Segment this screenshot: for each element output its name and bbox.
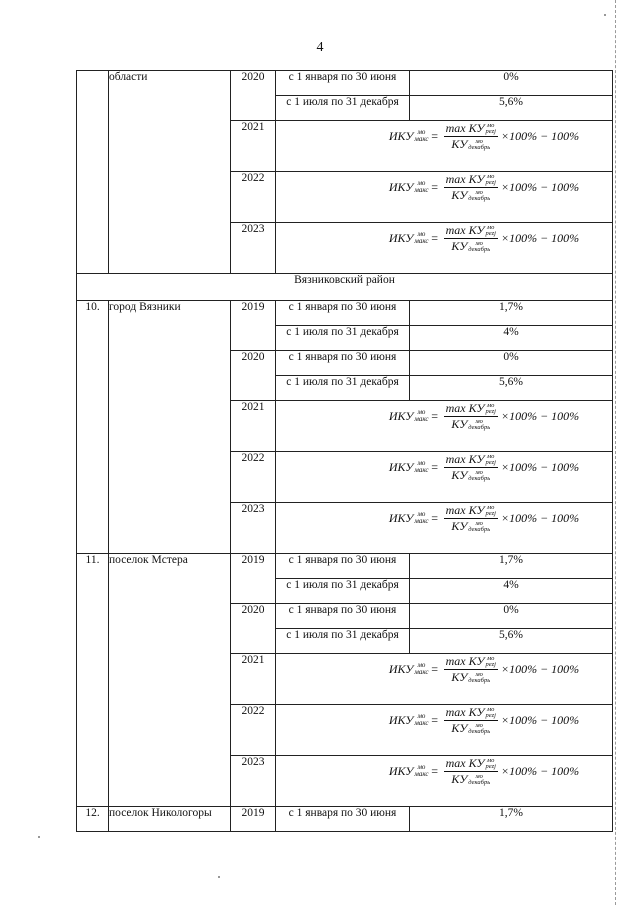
period-cell: с 1 января по 30 июня <box>276 604 410 629</box>
scan-speck <box>218 876 220 878</box>
value-cell: 1,7% <box>410 807 613 832</box>
year-cell: 2019 <box>231 554 276 604</box>
year-cell: 2021 <box>231 401 276 452</box>
period-cell: с 1 января по 30 июня <box>276 351 410 376</box>
value-cell: 5,6% <box>410 376 613 401</box>
year-cell: 2023 <box>231 503 276 554</box>
territory-name: поселок Никологоры <box>109 807 231 832</box>
formula-cell <box>276 503 613 554</box>
period-cell: с 1 июля по 31 декабря <box>276 376 410 401</box>
year-cell: 2021 <box>231 654 276 705</box>
value-cell: 5,6% <box>410 96 613 121</box>
table-row <box>77 71 613 96</box>
period-cell: с 1 июля по 31 декабря <box>276 326 410 351</box>
formula-cell <box>276 223 613 274</box>
year-cell: 2021 <box>231 121 276 172</box>
year-cell: 2020 <box>231 351 276 401</box>
formula-cell <box>276 756 613 807</box>
formula-cell <box>276 172 613 223</box>
formula: ИКУ мо макс = max КУ мо pezj КУ мо декабрь ×100% − 100% <box>388 452 580 482</box>
formula-cell <box>276 121 613 172</box>
territory-name: области <box>109 71 231 274</box>
value-cell: 4% <box>410 579 613 604</box>
table-row <box>77 301 613 326</box>
year-cell: 2020 <box>231 71 276 121</box>
formula: ИКУ мо макс = max КУ мо pezj КУ мо декабрь ×100% − 100% <box>388 172 580 202</box>
formula: ИКУ мо макс = max КУ мо pezj КУ мо декабрь ×100% − 100% <box>388 503 580 533</box>
territory-name: поселок Мстера <box>109 554 231 807</box>
period-cell: с 1 июля по 31 декабря <box>276 579 410 604</box>
territory-name: город Вязники <box>109 301 231 554</box>
formula: ИКУ мо макс = max КУ мо pezj КУ мо декабрь ×100% − 100% <box>388 705 580 735</box>
value-cell: 4% <box>410 326 613 351</box>
formula-cell <box>276 452 613 503</box>
scan-speck <box>38 836 40 838</box>
year-cell: 2023 <box>231 756 276 807</box>
row-number: 10. <box>77 301 109 554</box>
page-number: 4 <box>316 40 324 55</box>
year-cell: 2019 <box>231 301 276 351</box>
year-cell: 2019 <box>231 807 276 832</box>
period-cell: с 1 января по 30 июня <box>276 807 410 832</box>
period-cell: с 1 января по 30 июня <box>276 71 410 96</box>
formula: ИКУ мо макс = max КУ мо pezj КУ мо декабрь ×100% − 100% <box>388 121 580 151</box>
year-cell: 2022 <box>231 172 276 223</box>
district-header: Вязниковский район <box>77 274 613 301</box>
scan-edge <box>615 0 616 905</box>
value-cell: 1,7% <box>410 301 613 326</box>
year-cell: 2020 <box>231 604 276 654</box>
year-cell: 2022 <box>231 705 276 756</box>
tariff-table <box>76 70 613 832</box>
period-cell: с 1 января по 30 июня <box>276 301 410 326</box>
formula: ИКУ мо макс = max КУ мо pezj КУ мо декабрь ×100% − 100% <box>388 401 580 431</box>
formula: ИКУ мо макс = max КУ мо pezj КУ мо декабрь ×100% − 100% <box>388 223 580 253</box>
formula-cell <box>276 705 613 756</box>
value-cell: 0% <box>410 351 613 376</box>
value-cell: 5,6% <box>410 629 613 654</box>
period-cell: с 1 января по 30 июня <box>276 554 410 579</box>
formula: ИКУ мо макс = max КУ мо pezj КУ мо декабрь ×100% − 100% <box>388 756 580 786</box>
district-row <box>77 274 613 301</box>
period-cell: с 1 июля по 31 декабря <box>276 629 410 654</box>
scan-speck <box>604 14 606 16</box>
value-cell: 0% <box>410 604 613 629</box>
table-row <box>77 807 613 832</box>
value-cell: 1,7% <box>410 554 613 579</box>
row-number: 11. <box>77 554 109 807</box>
year-cell: 2022 <box>231 452 276 503</box>
year-cell: 2023 <box>231 223 276 274</box>
row-number: 12. <box>77 807 109 832</box>
formula-cell <box>276 401 613 452</box>
period-cell: с 1 июля по 31 декабря <box>276 96 410 121</box>
value-cell: 0% <box>410 71 613 96</box>
row-number <box>77 71 109 274</box>
table-row <box>77 554 613 579</box>
formula-cell <box>276 654 613 705</box>
formula: ИКУ мо макс = max КУ мо pezj КУ мо декабрь ×100% − 100% <box>388 654 580 684</box>
